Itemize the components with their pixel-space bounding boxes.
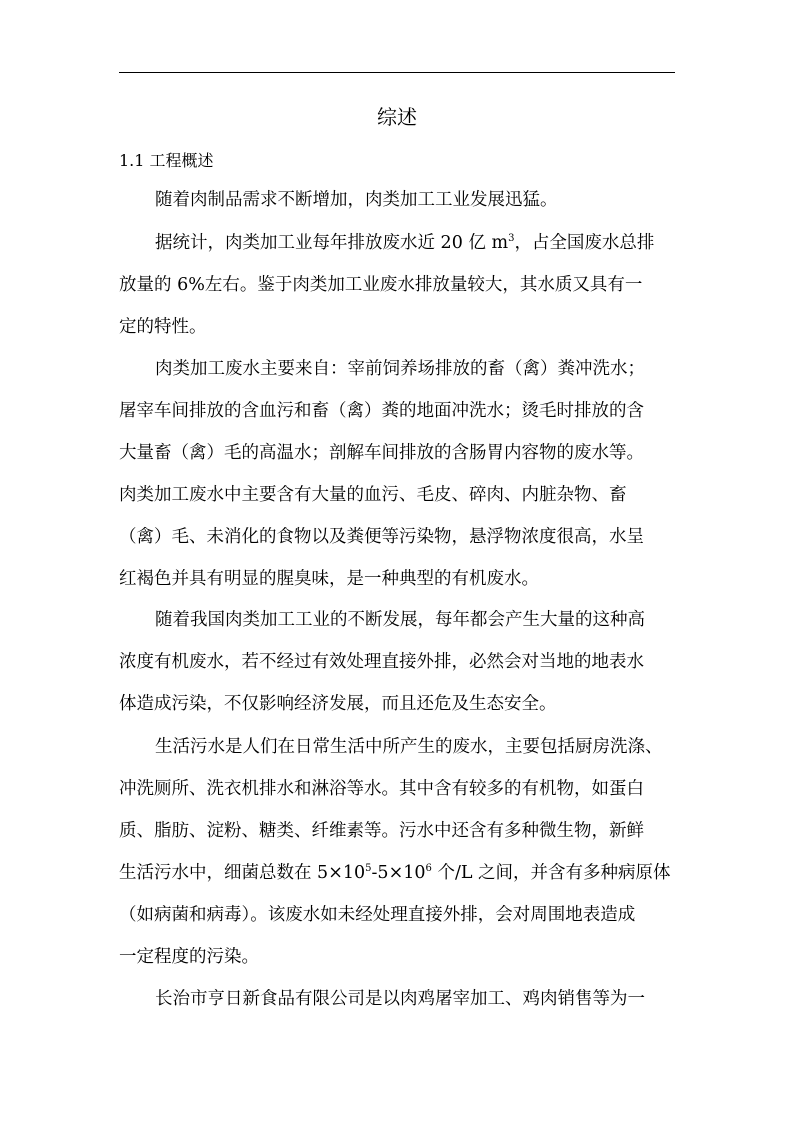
header-rule — [119, 72, 675, 73]
paragraph-line: （禽）毛、未消化的食物以及粪便等污染物，悬浮物浓度很高，水呈 — [119, 527, 644, 547]
text-run: 个/L 之间，并含有多种病原体 — [431, 863, 671, 883]
paragraph-line: 体造成污染，不仅影响经济发展，而且还危及生态安全。 — [119, 694, 557, 714]
text-run: 据统计，肉类加工业每年排放废水近 20 亿 m — [155, 233, 509, 253]
text-run: -5×10 — [371, 863, 426, 883]
text-run: 生活污水中，细菌总数在 5×10 — [119, 863, 366, 883]
paragraph-line: 定的特性。 — [119, 317, 207, 337]
paragraph-line: 长治市亨日新食品有限公司是以肉鸡屠宰加工、鸡肉销售等为一 — [155, 989, 645, 1009]
paragraph-line: 放量的 6%左右。鉴于肉类加工业废水排放量较大，其水质又具有一 — [119, 275, 643, 295]
paragraph-line: 生活污水是人们在日常生活中所产生的废水，主要包括厨房洗涤、 — [155, 737, 663, 757]
paragraph-line: 肉类加工废水中主要含有大量的血污、毛皮、碎肉、内脏杂物、畜 — [119, 485, 627, 505]
paragraph-line: 冲洗厕所、洗衣机排水和淋浴等水。其中含有较多的有机物，如蛋白 — [119, 779, 644, 799]
paragraph-line: 大量畜（禽）毛的高温水；剖解车间排放的含肠胃内容物的废水等。 — [119, 443, 644, 463]
paragraph-line: 肉类加工废水主要来自：宰前饲养场排放的畜（禽）粪冲洗水； — [155, 359, 645, 379]
paragraph-line — [155, 229, 679, 257]
paragraph-line — [119, 859, 679, 887]
paragraph-line: 浓度有机废水，若不经过有效处理直接外排，必然会对当地的地表水 — [119, 652, 644, 672]
paragraph-line: 屠宰车间排放的含血污和畜（禽）粪的地面冲洗水；烫毛时排放的含 — [119, 401, 644, 421]
text-run: ，占全国废水总排 — [514, 233, 655, 253]
page-title: 综述 — [377, 105, 417, 129]
paragraph-line: 质、脂肪、淀粉、糖类、纤维素等。污水中还含有多种微生物，新鲜 — [119, 821, 644, 841]
superscript: 5 — [365, 863, 372, 874]
section-heading: 1.1 工程概述 — [119, 151, 214, 170]
paragraph-line: 红褐色并具有明显的腥臭味，是一种典型的有机废水。 — [119, 569, 539, 589]
paragraph-line: （如病菌和病毒）。该废水如未经处理直接外排，会对周围地表造成 — [119, 905, 636, 925]
superscript: 3 — [508, 233, 515, 244]
paragraph-line: 一定程度的污染。 — [119, 947, 259, 967]
paragraph-line: 随着肉制品需求不断增加，肉类加工工业发展迅猛。 — [155, 190, 558, 210]
superscript: 6 — [425, 863, 432, 874]
paragraph-line: 随着我国肉类加工工业的不断发展，每年都会产生大量的这种高 — [155, 610, 645, 630]
